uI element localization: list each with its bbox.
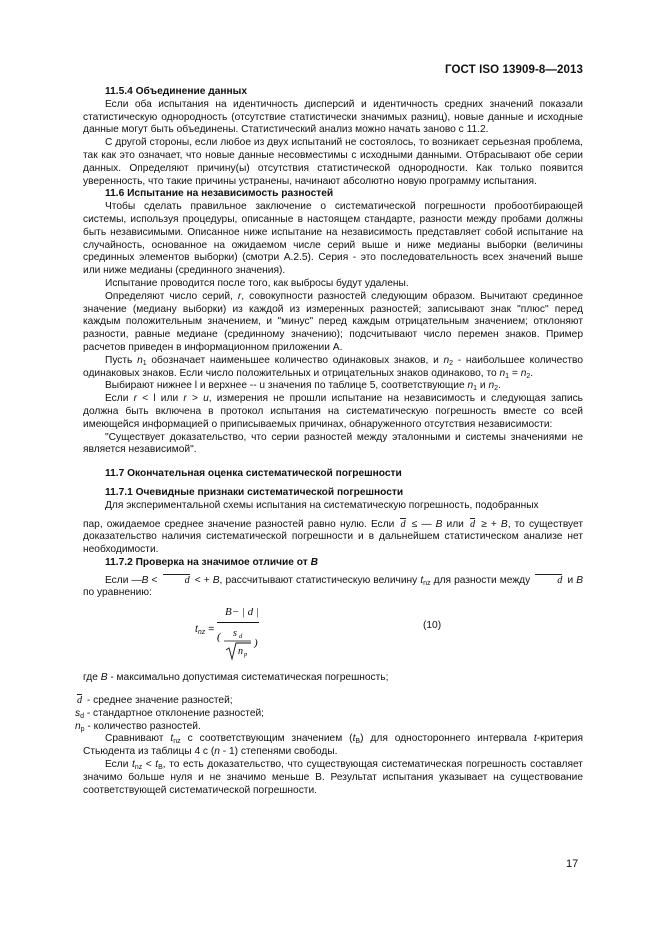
list-item: d - среднее значение разностей; [77,695,233,707]
paragraph: С другой стороны, если любое из двух испытаний не состоялось, то возникает серьезная проблема, так как это означает, что новые данные несовместимы с исходными данными. Отбрасывают обе серии данных. Определяют причину(ы) отсутствия статистической однородности. Как только появится уверенность, что такие причины устранены, начинают абсолютно новую программу испытания. [83,137,583,187]
quoted-statement: "Существует доказательство, что серии разностей между эталонными и системы значениями не является независимой". [83,431,583,456]
svg-text:): ) [254,637,258,650]
paragraph: где B - максимально допустимая систематическая погрешность; [83,672,389,684]
list-item: $n_p$ - количество разностей. [75,720,201,733]
paragraph: Если —B < d < + B, рассчитывают статистическую величину $t_{nz}$ для разности между d и B по уравнению: [83,574,583,599]
svg-text:n: n [238,646,243,658]
section-11-7-1-title: 11.7.1 Очевидные признаки систематической погрешности [105,486,404,498]
section-11-6-title: 11.6 Испытание на независимость разностей [105,188,334,200]
paragraph: Определяют число серий, r, совокупности разностей следующим образом. Вычитают срединное значение (медиану выборки) из каждой из измеренных разностей; записывают знак "плюс" перед каждым положительным значением, и "минус" перед каждым отрицательным значением; отклоняют разности, равные медиане (срединному значению); подсчитывают число перемен знаков. Пример расчетов приведен в информационном приложении А. [83,290,583,353]
paragraph: Чтобы сделать правильное заключение о систематической погрешности пробоотбирающей системы, используя процедуры, описанные в настоящем стандарте, разности между пробами должны быть независимыми. Описанное ниже испытание на независимость представляет собой испытание на случайность, основанное на ожидаемом числе серий выше и ниже медианы выборки (величины срединных элементов выборки) (смотри А.2.5). Серия - это последовательность всех значений выше или ниже медианы (срединного значения). [83,201,583,277]
paragraph: Пусть $n_1$ обозначает наименьшее количество одинаковых знаков, и $n_2$ - наибольшее количество одинаковых знаков. Если число положительных и отрицательных знаков одинаково, то $n_1 = n_2$. [83,354,583,380]
variable-list [75,695,583,733]
equation-10 [83,604,583,668]
paragraph: Выбирают нижнее l и верхнее -- u значения по таблице 5, соответствующие $n_1$ и $n_2$. [105,380,501,393]
list-item: $s_d$ - стандартное отклонение разностей; [75,707,265,720]
svg-text:p: p [244,651,248,659]
paragraph: Сравнивают $t_{nz}$ с соответствующим значением $(t_B)$ для одностороннего интервала t-критерия Стьюдента из таблицы 4 с (n - 1) степенями свободы. [83,733,583,758]
page-body [75,86,583,797]
paragraph: Если $t_{nz} < t_B$, то есть доказательство, что существующая систематическая погрешность составляет значимо больше нуля и не значимо меньше В. Результат испытания указывает на существование соответствующей систематической погрешности. [83,759,583,796]
section-11-5-4-title: 11.5.4 Объединение данных [105,86,248,97]
paragraph: Для экспериментальной схемы испытания на систематическую погрешность, подобранных [105,499,539,511]
svg-text:(: ( [217,631,221,644]
paragraph: Если оба испытания на идентичность дисперсий и идентичность средних значений показали статистическую однородность (отсутствие статистически значимых разниц), новые данные и исходные данные могут быть объединены. Статистический анализ можно начать заново с 11.2. [83,98,583,136]
section-11-7-title: 11.7 Окончательная оценка систематической погрешности [105,468,402,480]
equation-numerator: B− | d | [225,606,259,619]
denominator-fraction-graphic [215,626,271,666]
fraction-bar [217,622,259,623]
section-11-7-2-title: 11.7.2 Проверка на значимое отличие от B [105,556,318,568]
svg-text:s: s [233,628,237,640]
paragraph: пар, ожидаемое среднее значение разностей равно нулю. Если d ≤ — B или d ≥ + B, то существует доказательство наличия систематической погрешности и в дальнейшем статистическом анализе нет необходимости. [83,518,583,556]
svg-text:d: d [239,633,243,641]
page-number: 17 [566,858,579,870]
paragraph: Испытание проводится после того, как выбросы будут удалены. [105,277,409,289]
equation-lhs: $t_{nz}$ = [195,624,215,637]
standard-header: ГОСТ ISO 13909-8—2013 [445,64,583,76]
equation-number: (10) [423,620,442,632]
paragraph: Если r < l или r > u, измерения не прошли испытание на независимость и следующая запись должна быть включена в протокол испытания на систематическую погрешность вместе со всей имеющейся информацией о приписываемых причинах, обнаруженного отсутствия независимости: [83,393,583,430]
